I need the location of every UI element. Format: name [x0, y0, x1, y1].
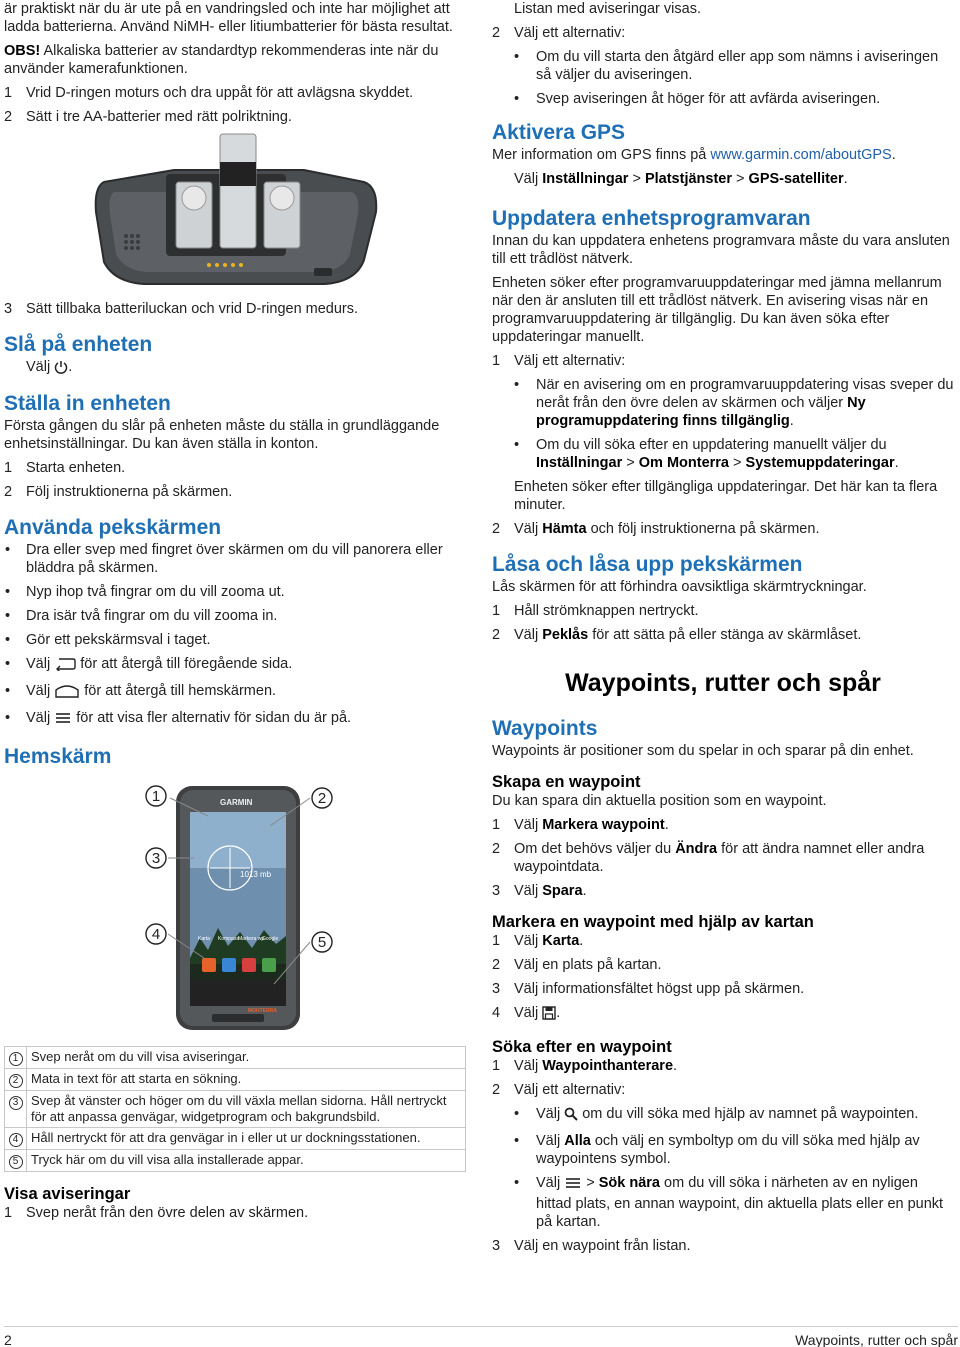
search-step-2: [492, 1081, 954, 1099]
power-icon: [54, 360, 68, 379]
heading-update: Uppdatera enhetsprogramvaran: [492, 207, 811, 230]
update-text-2: Enheten söker efter programvaruuppdateringar med jämna mellanrum när den är ansluten till ett trådlöst nätverk. En avisering visas när en programvaruuppdatering är tillgänglig. Du kan även söka efter uppdateringar manuellt.: [492, 275, 942, 345]
callout-number: 5: [9, 1155, 23, 1169]
text: Sök nära: [598, 1175, 660, 1191]
text: Ändra: [675, 841, 718, 857]
heading-notifications: Visa aviseringar: [4, 1185, 131, 1203]
gps-select: [514, 170, 954, 188]
create-step-2: [492, 840, 954, 876]
list-item: • När en avisering om en programvaruuppdatering visas sveper du neråt från den övre delen av skärmen och väljer Ny programuppdatering finns tillgänglig.: [514, 377, 954, 429]
list-item: • Välj för att återgå till föregående sida.: [4, 655, 466, 676]
step-number: 3: [492, 883, 501, 899]
svg-text:3: 3: [151, 850, 161, 867]
waypoints-text: Waypoints är positioner som du spelar in och sparar på din enhet.: [492, 743, 914, 759]
create-step-1: [492, 816, 954, 834]
step-text: Följ instruktionerna på skärmen.: [26, 484, 233, 500]
heading-lock: Låsa och låsa upp pekskärmen: [492, 553, 803, 576]
create-step-3: [492, 882, 954, 900]
device-brand: GARMIN: [220, 798, 253, 807]
list-item: • Svep aviseringen åt höger för att avfärda aviseringen.: [514, 91, 881, 107]
callout-text: Svep neråt om du vill visa aviseringar.: [27, 1047, 466, 1069]
lock-step-1: [492, 602, 954, 620]
update-step-1: [492, 352, 954, 370]
chapter-title: Waypoints, rutter och spår: [565, 669, 881, 697]
battery-device-illustration: [84, 132, 384, 292]
text: Peklås: [542, 627, 589, 643]
text: Om du vill starta den åtgärd eller app som nämns i aviseringen så väljer du aviseringen.: [536, 49, 939, 83]
device-app-label: Google: [262, 936, 279, 942]
device-app-label: Markera wp: [238, 936, 265, 942]
table-row: [5, 1047, 466, 1069]
step-text: Välj ett alternativ:: [514, 25, 626, 41]
search-step-1: [492, 1057, 954, 1075]
list-item: • Välj > Sök nära om du vill söka i närheten av en nyligen hittad plats, en annan waypoint, din aktuella plats eller en punkt på kartan.: [514, 1175, 944, 1230]
step-number: 1: [492, 353, 501, 369]
callout-table: [4, 1046, 466, 1172]
list-item: • Om du vill söka efter en uppdatering manuellt väljer du Inställningar > Om Monterra > Systemuppdateringar.: [514, 437, 899, 471]
text: Dra isär två fingrar om du vill zooma in.: [26, 608, 278, 624]
text: .: [843, 171, 848, 187]
gps-link[interactable]: www.garmin.com/aboutGPS: [710, 147, 892, 163]
text: >: [732, 171, 749, 187]
notifications-continued: Listan med aviseringar visas.: [514, 1, 701, 17]
update-step-2: [492, 520, 954, 538]
step-number: 1: [492, 933, 501, 949]
step-text: Sätt i tre AA-batterier med rätt polriktning.: [26, 109, 292, 125]
step-text: Starta enheten.: [26, 460, 126, 476]
back-icon: [54, 657, 76, 676]
page-number: 2: [4, 1332, 12, 1347]
text: När en avisering om en programvaruuppdatering visas sveper du neråt från den övre delen av skärmen och väljer: [536, 377, 954, 411]
update-text-1: Innan du kan uppdatera enhetens programvara måste du vara ansluten till ett trådlöst nätverk.: [492, 233, 950, 267]
step-number: 2: [4, 109, 13, 125]
page-footer: [4, 1326, 958, 1347]
table-row: [5, 1069, 466, 1091]
text: .: [894, 455, 899, 471]
menu-icon: [564, 1176, 582, 1195]
menu-path-item: Inställningar: [536, 455, 623, 471]
heading-create-waypoint: Skapa en waypoint: [492, 773, 641, 791]
home-screen-device-illustration: [4, 778, 466, 1040]
right-column: [492, 0, 954, 1261]
device-pressure: 1013 mb: [240, 870, 272, 879]
list-item: • Välj om du vill söka med hjälp av namnet på waypointen.: [514, 1105, 954, 1126]
heading-setup: Ställa in enheten: [4, 392, 171, 415]
text: Välj: [26, 683, 55, 699]
text: >: [622, 455, 639, 471]
text: Välj: [536, 1133, 565, 1149]
battery-step-3: [4, 300, 466, 318]
device-app-label: Kompass: [218, 936, 239, 942]
step-number: 2: [4, 484, 13, 500]
setup-step-1: [4, 459, 466, 477]
list-item: • Gör ett pekskärmsval i taget.: [5, 632, 211, 648]
step-number: 2: [492, 627, 501, 643]
text: om du vill söka med hjälp av namnet på waypointen.: [578, 1106, 919, 1122]
svg-text:2: 2: [317, 790, 327, 807]
step-number: 1: [4, 460, 13, 476]
menu-path-item: Om Monterra: [638, 455, 729, 471]
heading-power-on: Slå på enheten: [4, 333, 153, 356]
step-number: 1: [4, 1205, 13, 1221]
text: Karta: [542, 933, 580, 949]
note-text: Alkaliska batterier av standardtyp rekommenderas inte när du använder kamerafunktionen.: [4, 43, 439, 77]
step-number: 1: [4, 85, 13, 101]
text: Waypointhanterare: [542, 1058, 674, 1074]
svg-text:5: 5: [317, 934, 327, 951]
step-text: Håll strömknappen nertryckt.: [514, 603, 699, 619]
lock-step-2: [492, 626, 954, 644]
setup-step-2: [4, 483, 466, 501]
step-number: 2: [492, 841, 501, 857]
update-after: Enheten söker efter tillgängliga uppdateringar. Det här kan ta flera minuter.: [514, 479, 938, 513]
text: .: [582, 883, 587, 899]
step-text: Välj en plats på kartan.: [514, 957, 662, 973]
lock-text: Lås skärmen för att förhindra oavsiktliga skärmtryckningar.: [492, 579, 867, 595]
menu-path-item: GPS-satelliter: [748, 171, 844, 187]
text: Hämta: [542, 521, 587, 537]
battery-step-2: [4, 108, 466, 126]
search-step-3: [492, 1237, 954, 1255]
text: Välj: [26, 656, 55, 672]
step-text: Välj ett alternativ:: [514, 353, 626, 369]
text: för att återgå till föregående sida.: [76, 656, 293, 672]
text: .: [579, 933, 584, 949]
text: för att sätta på eller stänga av skärmlåset.: [588, 627, 862, 643]
save-icon: [542, 1006, 556, 1025]
step-number: 2: [492, 521, 501, 537]
callout-text: Tryck här om du vill visa alla installerade appar.: [27, 1150, 466, 1172]
device-model: MONTERRA: [248, 1008, 277, 1014]
left-column: [4, 0, 466, 1228]
device-app-label: Karta: [198, 936, 210, 942]
heading-waypoints: Waypoints: [492, 717, 598, 740]
text: Svep aviseringen åt höger för att avfärda aviseringen.: [536, 91, 881, 107]
callout-number: 4: [9, 1133, 23, 1147]
callout-number: 2: [9, 1074, 23, 1088]
menu-path-item: Systemuppdateringar: [745, 455, 895, 471]
text: .: [68, 359, 73, 375]
text: för att återgå till hemskärmen.: [80, 683, 277, 699]
text: Välj: [514, 171, 543, 187]
heading-search-waypoint: Söka efter en waypoint: [492, 1038, 672, 1056]
intro-paragraph: är praktiskt när du är ute på en vandringsled och inte har möjlighet att ladda batterierna. Använd NiMH- eller litiumbatterier för bästa resultat.: [4, 1, 453, 35]
step-text: Svep neråt från den övre delen av skärmen.: [26, 1205, 309, 1221]
step-text: Välj ett alternativ:: [514, 1082, 626, 1098]
text: Välj: [514, 933, 543, 949]
text: om du vill söka i närheten av en nyligen hittad plats, en annan waypoint, din aktuella plats eller en punkt på kartan.: [536, 1175, 944, 1230]
text: Ny programuppdatering finns tillgänglig: [536, 395, 866, 429]
step-number: 1: [492, 817, 501, 833]
text: Välj: [26, 359, 55, 375]
text: Mer information om GPS finns på: [492, 147, 711, 163]
list-item: • Om du vill starta den åtgärd eller app som nämns i aviseringen så väljer du aviseringen.: [514, 48, 954, 84]
text: >: [729, 455, 746, 471]
text: Spara: [542, 883, 583, 899]
list-item: • Välj för att återgå till hemskärmen.: [4, 682, 466, 703]
menu-path-item: Inställningar: [542, 171, 629, 187]
step-text: Välj informationsfältet högst upp på skärmen.: [514, 981, 805, 997]
list-item: • Välj för att visa fler alternativ för sidan du är på.: [4, 709, 466, 730]
notifications-step-1: [4, 1204, 466, 1222]
text: Välj: [514, 883, 543, 899]
step-text: Vrid D-ringen moturs och dra uppåt för att avlägsna skyddet.: [26, 85, 414, 101]
mark-step-3: [492, 980, 954, 998]
text: och följ instruktionerna på skärmen.: [586, 521, 820, 537]
menu-path-item: Platstjänster: [644, 171, 733, 187]
text: Markera waypoint: [542, 817, 665, 833]
list-item: • Nyp ihop två fingrar om du vill zooma ut.: [5, 584, 285, 600]
text: för att visa fler alternativ för sidan du är på.: [72, 710, 352, 726]
setup-text: Första gången du slår på enheten måste du ställa in grundläggande enhetsinställningar. Du kan även ställa in konton.: [4, 418, 440, 452]
heading-touchscreen: Använda pekskärmen: [4, 516, 222, 539]
step-number: 2: [492, 957, 501, 973]
create-waypoint-text: Du kan spara din aktuella position som en waypoint.: [492, 793, 827, 809]
text: för att ändra namnet eller andra waypointdata.: [514, 841, 925, 875]
step-text: Välj en waypoint från listan.: [514, 1238, 691, 1254]
table-row: [5, 1150, 466, 1172]
step-number: 3: [4, 301, 13, 317]
text: >: [628, 171, 645, 187]
menu-icon: [54, 711, 72, 730]
step-number: 2: [492, 1082, 501, 1098]
text: .: [891, 147, 896, 163]
step-number: 4: [492, 1005, 501, 1021]
text: Alla: [564, 1133, 591, 1149]
heading-mark-waypoint-map: Markera en waypoint med hjälp av kartan: [492, 913, 814, 931]
text: Gör ett pekskärmsval i taget.: [26, 632, 211, 648]
list-item: • Dra isär två fingrar om du vill zooma in.: [5, 608, 278, 624]
text: och välj en symboltyp om du vill söka med hjälp av waypointens symbol.: [536, 1133, 920, 1167]
mark-step-2: [492, 956, 954, 974]
svg-text:4: 4: [151, 926, 161, 943]
heading-home-screen: Hemskärm: [4, 745, 112, 768]
svg-text:1: 1: [151, 788, 161, 805]
note-label: OBS!: [4, 43, 41, 59]
text: Dra eller svep med fingret över skärmen om du vill panorera eller bläddra på skärmen.: [26, 542, 443, 576]
callout-text: Mata in text för att starta en sökning.: [27, 1069, 466, 1091]
callout-text: Svep åt vänster och höger om du vill växla mellan sidorna. Håll nertryckt för att anpassa genvägar, widgetprogram och bakgrundsbild.: [27, 1091, 466, 1128]
mark-step-4: [492, 1004, 954, 1025]
text: Nyp ihop två fingrar om du vill zooma ut.: [26, 584, 285, 600]
step-number: 3: [492, 1238, 501, 1254]
text: Välj: [536, 1175, 565, 1191]
battery-step-1: [4, 84, 466, 102]
notifications-step-2: [492, 24, 954, 42]
text: Välj: [514, 521, 543, 537]
callout-number: 1: [9, 1052, 23, 1066]
callout-number: 3: [9, 1096, 23, 1110]
text: Om du vill söka efter en uppdatering manuellt väljer du: [536, 437, 887, 453]
list-item: • Dra eller svep med fingret över skärmen om du vill panorera eller bläddra på skärmen.: [4, 541, 466, 577]
text: Välj: [26, 710, 55, 726]
home-icon: [54, 684, 80, 703]
text: Välj: [514, 627, 543, 643]
text: .: [789, 413, 794, 429]
heading-gps: Aktivera GPS: [492, 121, 626, 144]
step-text: Sätt tillbaka batteriluckan och vrid D-ringen medurs.: [26, 301, 359, 317]
step-number: 3: [492, 981, 501, 997]
search-icon: [564, 1107, 578, 1126]
footer-section-title: Waypoints, rutter och spår: [795, 1332, 958, 1347]
mark-step-1: [492, 932, 954, 950]
table-row: [5, 1128, 466, 1150]
text: Välj: [536, 1106, 565, 1122]
power-on-text: [26, 358, 466, 379]
text: .: [664, 817, 669, 833]
text: >: [582, 1175, 599, 1191]
text: Om det behövs väljer du: [514, 841, 676, 857]
step-number: 2: [492, 25, 501, 41]
text: Välj: [514, 817, 543, 833]
text: .: [673, 1058, 678, 1074]
text: Välj: [514, 1005, 543, 1021]
text: Välj: [514, 1058, 543, 1074]
table-row: [5, 1091, 466, 1128]
text: .: [556, 1005, 561, 1021]
step-number: 1: [492, 603, 501, 619]
list-item: • Välj Alla och välj en symboltyp om du vill söka med hjälp av waypointens symbol.: [514, 1133, 920, 1167]
gps-text: [492, 146, 954, 164]
note-paragraph: [4, 42, 466, 78]
callout-text: Håll nertryckt för att dra genvägar in i eller ut ur dockningsstationen.: [27, 1128, 466, 1150]
step-number: 1: [492, 1058, 501, 1074]
